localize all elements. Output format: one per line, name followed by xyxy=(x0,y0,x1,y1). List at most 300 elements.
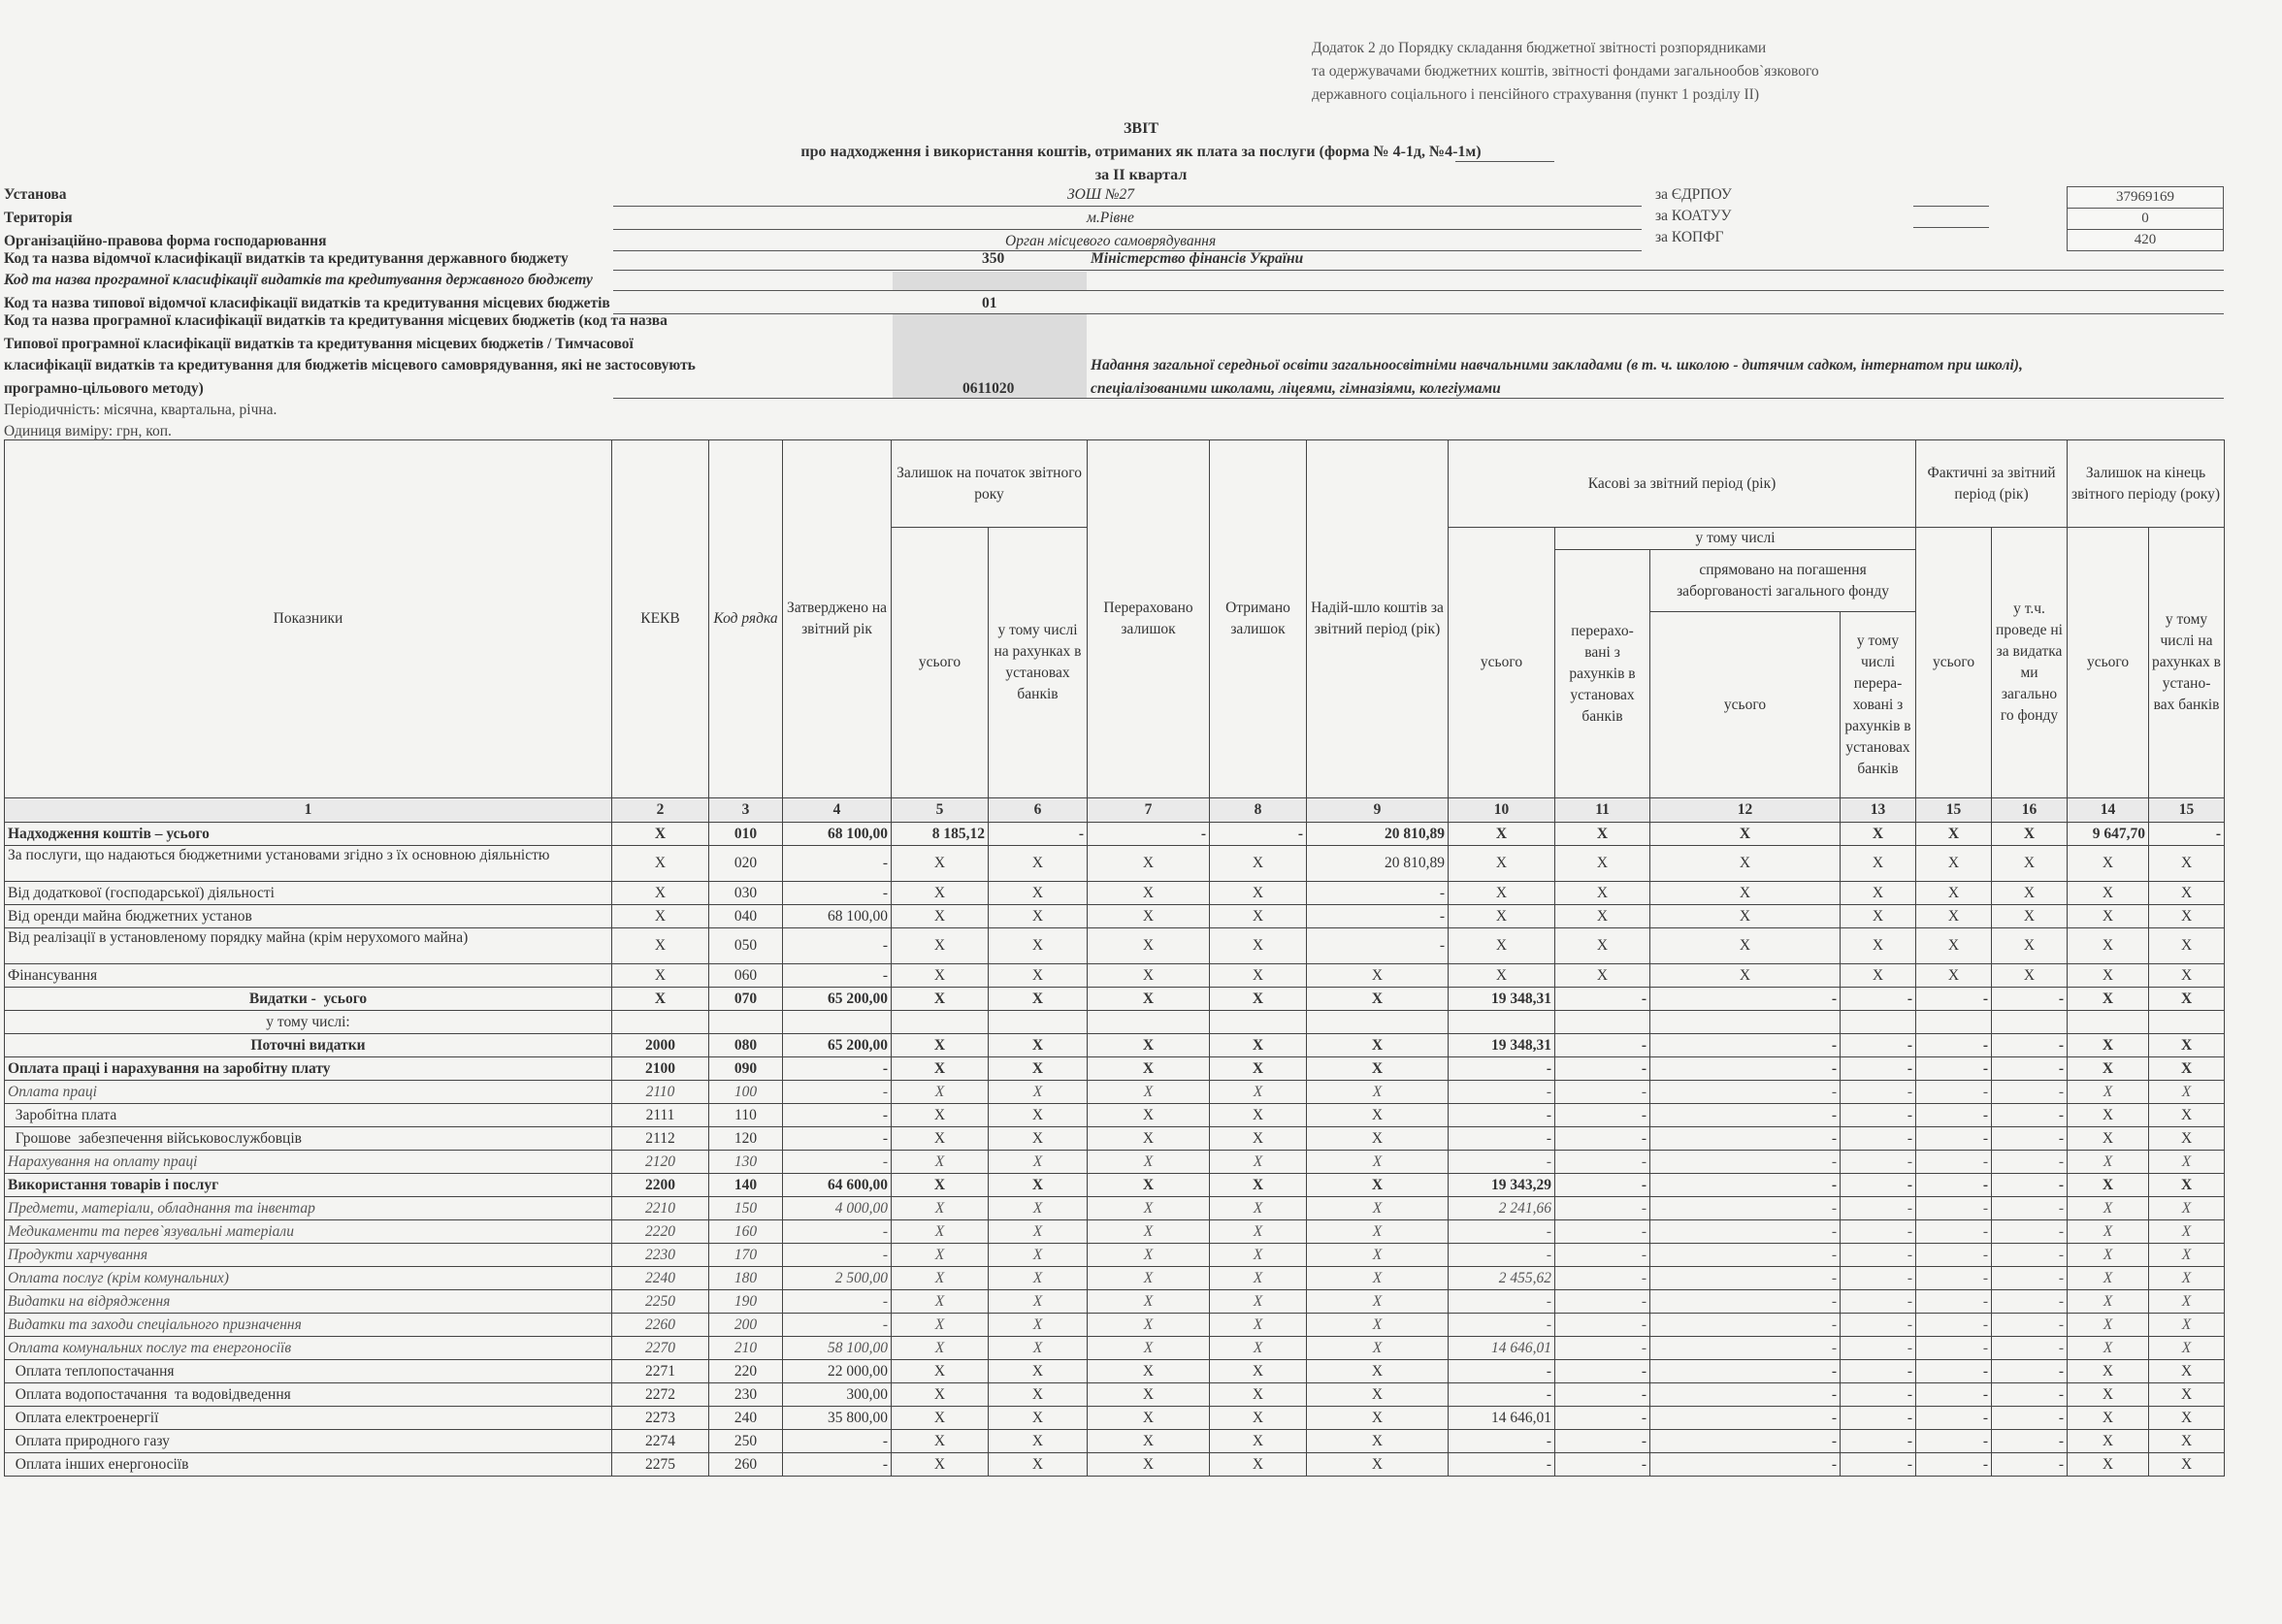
table-cell: Х xyxy=(1307,1151,1449,1174)
table-cell: Х xyxy=(2149,1337,2225,1360)
dept-code-label: Код та назва відомчої класифікації видатків та кредитування державного бюджету xyxy=(4,250,569,267)
hdr-balance-start-bank: у тому числі на рахунках в установах банків xyxy=(989,528,1088,798)
table-cell: Х xyxy=(892,1244,989,1267)
table-cell: Х xyxy=(1555,928,1650,964)
table-cell: 120 xyxy=(709,1127,783,1151)
table-cell: 2100 xyxy=(612,1057,709,1081)
table-cell: - xyxy=(1841,1197,1916,1220)
table-cell: - xyxy=(1650,1430,1841,1453)
table-cell: - xyxy=(1916,1407,1992,1430)
table-cell: - xyxy=(783,1151,892,1174)
row-label: Надходження коштів – усього xyxy=(5,823,612,846)
table-cell: Х xyxy=(612,988,709,1011)
table-cell: Х xyxy=(989,1267,1088,1290)
row-label: Оплата праці xyxy=(5,1081,612,1104)
table-cell: Х xyxy=(1210,1290,1307,1314)
table-cell: 14 646,01 xyxy=(1449,1407,1555,1430)
row-label: Видатки на відрядження xyxy=(5,1290,612,1314)
table-cell: 20 810,89 xyxy=(1307,846,1449,882)
table-cell: Х xyxy=(1307,1220,1449,1244)
table-cell: Х xyxy=(1088,1453,1210,1477)
table-cell: Х xyxy=(1088,1127,1210,1151)
periodicity: Періодичність: місячна, квартальна, річна. xyxy=(4,402,277,418)
table-cell: - xyxy=(1992,1220,2068,1244)
table-cell: - xyxy=(1650,1453,1841,1477)
table-cell: Х xyxy=(989,1197,1088,1220)
table-cell: Х xyxy=(892,1407,989,1430)
table-cell: - xyxy=(1650,1337,1841,1360)
table-cell: Х xyxy=(1088,1174,1210,1197)
table-cell: 2272 xyxy=(612,1383,709,1407)
typ-code: 01 xyxy=(982,295,997,311)
table-cell: - xyxy=(1449,1290,1555,1314)
table-cell: 64 600,00 xyxy=(783,1174,892,1197)
table-cell: Х xyxy=(2068,1430,2149,1453)
table-cell: 14 646,01 xyxy=(1449,1337,1555,1360)
table-cell: Х xyxy=(1088,1151,1210,1174)
row-label: Оплата теплопостачання xyxy=(5,1360,612,1383)
table-row xyxy=(5,1127,2225,1151)
kopfg-box: 420 xyxy=(2067,229,2224,251)
table-cell: - xyxy=(1992,1104,2068,1127)
table-cell: Х xyxy=(2068,1057,2149,1081)
local-prog-name-1: Надання загальної середньої освіти загальноосвітніми навчальними закладами (в т. ч. школою - дитячим садком, інтернатом при школі), xyxy=(1091,357,2023,374)
table-cell: - xyxy=(1916,1197,1992,1220)
table-cell: Х xyxy=(892,1290,989,1314)
table-cell: - xyxy=(1841,1314,1916,1337)
table-cell: Х xyxy=(1210,1034,1307,1057)
table-cell: - xyxy=(1916,1314,1992,1337)
table-cell: - xyxy=(1841,1453,1916,1477)
table-cell: Х xyxy=(2149,882,2225,905)
table-cell: - xyxy=(1916,1174,1992,1197)
table-cell: 2000 xyxy=(612,1034,709,1057)
table-cell: Х xyxy=(2068,988,2149,1011)
table-cell: Х xyxy=(1210,1197,1307,1220)
local-prog-code: 0611020 xyxy=(962,380,1015,397)
table-cell: Х xyxy=(2068,1383,2149,1407)
table-cell: Х xyxy=(1841,964,1916,988)
table-cell: - xyxy=(783,1104,892,1127)
table-cell: Х xyxy=(1088,1407,1210,1430)
table-cell: 20 810,89 xyxy=(1307,823,1449,846)
table-cell: Х xyxy=(1210,1407,1307,1430)
table-cell: - xyxy=(1449,1127,1555,1151)
table-cell: Х xyxy=(989,1430,1088,1453)
table-cell: 2110 xyxy=(612,1081,709,1104)
table-cell: 2 241,66 xyxy=(1449,1197,1555,1220)
table-cell: Х xyxy=(892,1127,989,1151)
table-cell: 68 100,00 xyxy=(783,823,892,846)
table-cell: - xyxy=(1841,1267,1916,1290)
column-number: 5 xyxy=(892,798,989,823)
row-label: Фінансування xyxy=(5,964,612,988)
table-cell: - xyxy=(1555,1453,1650,1477)
column-number: 4 xyxy=(783,798,892,823)
table-cell xyxy=(1555,1011,1650,1034)
row-label: Від оренди майна бюджетних установ xyxy=(5,905,612,928)
table-cell: - xyxy=(783,882,892,905)
dept-underline xyxy=(613,270,2224,271)
prog-underline xyxy=(613,290,2224,291)
table-cell: - xyxy=(1841,1220,1916,1244)
row-label: Оплата водопостачання та водовідведення xyxy=(5,1383,612,1407)
table-cell: - xyxy=(1555,1151,1650,1174)
table-cell: - xyxy=(1307,905,1449,928)
table-cell: - xyxy=(1650,1383,1841,1407)
column-number: 12 xyxy=(1650,798,1841,823)
table-cell xyxy=(892,1011,989,1034)
table-cell: Х xyxy=(2149,1290,2225,1314)
table-row xyxy=(5,882,2225,905)
table-cell: Х xyxy=(2068,1244,2149,1267)
table-cell: Х xyxy=(1210,988,1307,1011)
table-row xyxy=(5,1197,2225,1220)
table-cell: - xyxy=(783,1057,892,1081)
table-cell: - xyxy=(1841,1174,1916,1197)
table-cell: Х xyxy=(1449,905,1555,928)
table-cell: Х xyxy=(892,928,989,964)
table-cell: Х xyxy=(989,1314,1088,1337)
table-cell: Х xyxy=(2068,1220,2149,1244)
table-cell: 19 343,29 xyxy=(1449,1174,1555,1197)
table-cell: Х xyxy=(612,823,709,846)
territory-label: Територія xyxy=(4,210,73,226)
hdr-transferred: Перераховано залишок xyxy=(1088,440,1210,798)
table-cell: Х xyxy=(2068,928,2149,964)
table-cell: - xyxy=(1916,1290,1992,1314)
table-cell: - xyxy=(1992,1290,2068,1314)
table-cell xyxy=(1307,1011,1449,1034)
table-cell: - xyxy=(1555,1407,1650,1430)
hdr-balance-end-total: усього xyxy=(2068,528,2149,798)
annex-note xyxy=(1312,37,1819,107)
table-cell: - xyxy=(1841,1430,1916,1453)
row-label: Від додаткової (господарської) діяльності xyxy=(5,882,612,905)
edrpou-box: 37969169 xyxy=(2067,186,2224,209)
table-cell: - xyxy=(1992,1244,2068,1267)
table-cell: Х xyxy=(989,964,1088,988)
table-cell: 180 xyxy=(709,1267,783,1290)
koatuu-line xyxy=(1913,227,1989,228)
table-cell: - xyxy=(783,964,892,988)
table-cell: 010 xyxy=(709,823,783,846)
table-cell: Х xyxy=(1307,1057,1449,1081)
table-cell: Х xyxy=(1307,1034,1449,1057)
annex-line-1: Додаток 2 до Порядку складання бюджетної звітності розпорядниками xyxy=(1312,40,1767,56)
table-cell: 65 200,00 xyxy=(783,1034,892,1057)
table-cell: - xyxy=(1555,1034,1650,1057)
table-cell: - xyxy=(1650,988,1841,1011)
table-cell: Х xyxy=(1210,928,1307,964)
table-cell: Х xyxy=(2149,1267,2225,1290)
table-cell: Х xyxy=(1307,1383,1449,1407)
column-number: 14 xyxy=(2068,798,2149,823)
table-cell: Х xyxy=(2068,1290,2149,1314)
table-cell: 190 xyxy=(709,1290,783,1314)
table-cell: Х xyxy=(892,1104,989,1127)
table-cell: - xyxy=(1841,1290,1916,1314)
table-cell: Х xyxy=(1307,1314,1449,1337)
table-cell: - xyxy=(1650,1267,1841,1290)
table-cell: - xyxy=(1992,1267,2068,1290)
table-cell: Х xyxy=(1307,1174,1449,1197)
table-cell: Х xyxy=(892,1151,989,1174)
local-prog-underline xyxy=(613,398,2224,399)
table-cell: Х xyxy=(2068,964,2149,988)
table-cell: Х xyxy=(892,1360,989,1383)
table-cell: Х xyxy=(2068,1453,2149,1477)
local-prog-label-3: класифікації видатків та кредитування для бюджетів місцевого самоврядування, які не застосовують xyxy=(4,357,696,374)
table-cell: - xyxy=(1650,1360,1841,1383)
row-label: у тому числі: xyxy=(5,1011,612,1034)
table-cell: 2273 xyxy=(612,1407,709,1430)
row-label: Оплата інших енергоносіїв xyxy=(5,1453,612,1477)
table-cell xyxy=(2149,1011,2225,1034)
table-cell: - xyxy=(1916,1220,1992,1244)
table-cell: Х xyxy=(892,1383,989,1407)
institution-value: ЗОШ №27 xyxy=(1067,186,1135,203)
row-label: Поточні видатки xyxy=(5,1034,612,1057)
table-cell: - xyxy=(1650,1104,1841,1127)
hdr-balance-end: Залишок на кінець звітного періоду (року) xyxy=(2068,440,2225,528)
table-row xyxy=(5,1290,2225,1314)
row-label: Від реалізації в установленому порядку майна (крім нерухомого майна) xyxy=(5,928,612,964)
table-cell: 060 xyxy=(709,964,783,988)
table-cell: Х xyxy=(2068,905,2149,928)
row-label: Оплата послуг (крім комунальних) xyxy=(5,1267,612,1290)
hdr-indicators: Показники xyxy=(5,440,612,798)
table-cell: - xyxy=(1210,823,1307,846)
table-cell: Х xyxy=(2149,1151,2225,1174)
table-cell: Х xyxy=(1088,1267,1210,1290)
table-cell: Х xyxy=(2149,1453,2225,1477)
table-cell: - xyxy=(783,1290,892,1314)
table-cell: - xyxy=(1555,988,1650,1011)
table-cell: 2260 xyxy=(612,1314,709,1337)
table-cell: - xyxy=(1992,1034,2068,1057)
table-cell: Х xyxy=(1992,964,2068,988)
table-cell: Х xyxy=(989,1081,1088,1104)
table-cell: Х xyxy=(1992,882,2068,905)
table-cell: - xyxy=(783,846,892,882)
hdr-actual-gen-fund: у т.ч. проведе ні за видатка ми загально го фонду xyxy=(1992,528,2068,798)
table-cell: Х xyxy=(1210,1174,1307,1197)
table-cell: Х xyxy=(892,1267,989,1290)
table-cell: 2270 xyxy=(612,1337,709,1360)
table-cell: Х xyxy=(892,846,989,882)
table-cell: Х xyxy=(1449,846,1555,882)
prog-code-label: Код та назва програмної класифікації видатків та кредитування державного бюджету xyxy=(4,272,593,288)
table-cell: - xyxy=(783,1220,892,1244)
table-cell: - xyxy=(1650,1290,1841,1314)
table-cell: Х xyxy=(1088,846,1210,882)
column-number: 9 xyxy=(1307,798,1449,823)
hdr-transferred-bank: перерахо-вані з рахунків в установах банків xyxy=(1555,550,1650,798)
row-label: За послуги, що надаються бюджетними установами згідно з їх основною діяльністю xyxy=(5,846,612,882)
table-row xyxy=(5,1314,2225,1337)
column-number: 6 xyxy=(989,798,1088,823)
table-cell: Х xyxy=(2149,1244,2225,1267)
table-cell: 080 xyxy=(709,1034,783,1057)
table-cell: 65 200,00 xyxy=(783,988,892,1011)
table-cell: Х xyxy=(1650,905,1841,928)
hdr-received: Отримано залишок xyxy=(1210,440,1307,798)
table-cell: - xyxy=(1841,1383,1916,1407)
table-cell: Х xyxy=(1210,1314,1307,1337)
column-number: 16 xyxy=(1992,798,2068,823)
table-cell: Х xyxy=(612,928,709,964)
table-cell: Х xyxy=(1992,823,2068,846)
table-cell: Х xyxy=(1210,1220,1307,1244)
local-prog-label-2: Типової програмної класифікації видатків та кредитування місцевих бюджетів / Тимчасової xyxy=(4,336,634,352)
table-cell: Х xyxy=(892,1453,989,1477)
table-cell: 68 100,00 xyxy=(783,905,892,928)
table-cell: Х xyxy=(2068,1407,2149,1430)
table-cell: Х xyxy=(2068,1360,2149,1383)
table-cell: 2111 xyxy=(612,1104,709,1127)
table-cell: - xyxy=(1650,1057,1841,1081)
table-cell: Х xyxy=(892,1174,989,1197)
table-cell: - xyxy=(1916,1383,1992,1407)
table-cell: Х xyxy=(1650,964,1841,988)
table-row xyxy=(5,964,2225,988)
table-cell: Х xyxy=(2149,1430,2225,1453)
table-cell: - xyxy=(1449,1151,1555,1174)
koatuu-box: 0 xyxy=(2067,208,2224,230)
table-cell: Х xyxy=(1307,1453,1449,1477)
table-cell: - xyxy=(783,1081,892,1104)
table-row xyxy=(5,1383,2225,1407)
table-cell: - xyxy=(1841,1407,1916,1430)
table-cell: Х xyxy=(1088,1197,1210,1220)
table-cell: - xyxy=(1449,1220,1555,1244)
table-row xyxy=(5,988,2225,1011)
table-cell: - xyxy=(1555,1314,1650,1337)
table-cell: - xyxy=(1449,1360,1555,1383)
table-cell: Х xyxy=(1650,882,1841,905)
typ-underline xyxy=(613,313,2224,314)
table-cell: Х xyxy=(1992,928,2068,964)
table-cell: Х xyxy=(1650,823,1841,846)
table-cell: - xyxy=(1650,1314,1841,1337)
table-cell: - xyxy=(1916,1127,1992,1151)
table-cell: Х xyxy=(2149,1197,2225,1220)
edrpou-line xyxy=(1913,206,1989,207)
table-row xyxy=(5,1081,2225,1104)
hdr-income: Надій-шло коштів за звітний період (рік) xyxy=(1307,440,1449,798)
institution-label: Установа xyxy=(4,186,67,203)
hdr-balance-start: Залишок на початок звітного року xyxy=(892,440,1088,528)
table-cell: Х xyxy=(1088,1430,1210,1453)
table-cell: - xyxy=(1650,1174,1841,1197)
table-cell: 2112 xyxy=(612,1127,709,1151)
table-cell: 130 xyxy=(709,1151,783,1174)
table-cell: Х xyxy=(1088,882,1210,905)
table-cell: 100 xyxy=(709,1081,783,1104)
legal-form-label: Організаційно-правова форма господарювання xyxy=(4,233,327,249)
table-cell: Х xyxy=(1555,905,1650,928)
table-cell: - xyxy=(1555,1197,1650,1220)
table-cell: 250 xyxy=(709,1430,783,1453)
table-cell: - xyxy=(989,823,1088,846)
table-row xyxy=(5,1034,2225,1057)
hdr-cash-total: усього xyxy=(1449,528,1555,798)
table-cell: Х xyxy=(1307,1197,1449,1220)
table-cell: Х xyxy=(892,964,989,988)
table-row xyxy=(5,1104,2225,1127)
table-row xyxy=(5,1220,2225,1244)
table-cell xyxy=(1992,1011,2068,1034)
table-cell: 2120 xyxy=(612,1151,709,1174)
report-title: ЗВІТ xyxy=(1123,120,1158,137)
table-cell: 22 000,00 xyxy=(783,1360,892,1383)
row-label: Нарахування на оплату праці xyxy=(5,1151,612,1174)
table-cell: Х xyxy=(1555,846,1650,882)
hdr-debt-bank: у тому числі перера-ховані з рахунків в установах банків xyxy=(1841,612,1916,798)
table-cell: Х xyxy=(1088,1220,1210,1244)
table-cell: - xyxy=(1916,1034,1992,1057)
table-cell: Х xyxy=(1449,964,1555,988)
table-cell: Х xyxy=(1210,1360,1307,1383)
table-cell: Х xyxy=(1916,964,1992,988)
report-subtitle: про надходження і використання коштів, отриманих як плата за послуги (форма № 4-1д, №4-1м) xyxy=(800,144,1482,160)
table-cell: Х xyxy=(1088,1290,1210,1314)
table-cell: - xyxy=(1916,1337,1992,1360)
table-cell: Х xyxy=(2068,1174,2149,1197)
table-cell: Х xyxy=(1916,882,1992,905)
table-cell: Х xyxy=(1210,882,1307,905)
table-cell: Х xyxy=(2068,1127,2149,1151)
table-cell: - xyxy=(1449,1244,1555,1267)
table-cell: 2275 xyxy=(612,1453,709,1477)
table-cell: Х xyxy=(612,905,709,928)
table-cell: Х xyxy=(1088,1057,1210,1081)
table-cell: - xyxy=(783,1127,892,1151)
table-cell: Х xyxy=(1088,1034,1210,1057)
table-cell: - xyxy=(1650,1407,1841,1430)
table-cell: - xyxy=(1992,1151,2068,1174)
hdr-actual-total: усього xyxy=(1916,528,1992,798)
table-cell: 2240 xyxy=(612,1267,709,1290)
table-cell: 140 xyxy=(709,1174,783,1197)
form-number-line xyxy=(1455,161,1554,162)
row-label: Оплата природного газу xyxy=(5,1430,612,1453)
row-label: Грошове забезпечення військовослужбовців xyxy=(5,1127,612,1151)
table-cell: Х xyxy=(1088,1337,1210,1360)
table-cell: - xyxy=(1650,1081,1841,1104)
table-cell: 110 xyxy=(709,1104,783,1127)
table-cell: Х xyxy=(1210,1453,1307,1477)
table-cell: Х xyxy=(2149,1220,2225,1244)
edrpou-label: за ЄДРПОУ xyxy=(1655,186,1732,203)
table-cell: Х xyxy=(989,882,1088,905)
row-label: Предмети, матеріали, обладнання та інвентар xyxy=(5,1197,612,1220)
table-cell: - xyxy=(1555,1127,1650,1151)
table-cell: Х xyxy=(2149,905,2225,928)
table-cell: - xyxy=(2149,823,2225,846)
table-cell: - xyxy=(1916,988,1992,1011)
table-cell: Х xyxy=(892,1057,989,1081)
table-cell: Х xyxy=(989,1034,1088,1057)
table-cell: - xyxy=(1555,1360,1650,1383)
table-cell: Х xyxy=(989,1127,1088,1151)
table-cell: - xyxy=(1088,823,1210,846)
table-cell: Х xyxy=(989,905,1088,928)
table-cell xyxy=(1841,1011,1916,1034)
table-cell: - xyxy=(1841,988,1916,1011)
local-prog-label-1: Код та назва програмної класифікації видатків та кредитування місцевих бюджетів (код та назва xyxy=(4,312,668,329)
